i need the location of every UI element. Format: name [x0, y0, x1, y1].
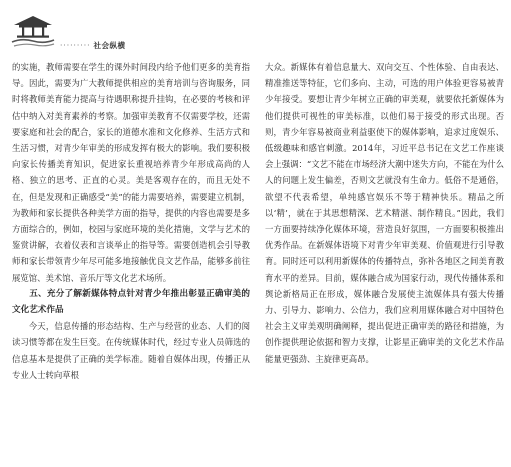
section-label	[60, 40, 125, 51]
right-column	[265, 59, 504, 367]
page-header	[0, 0, 511, 56]
pavilion-logo-icon	[10, 14, 56, 48]
section-heading: 五、充分了解新媒体特点针对青少年推出彰显正确审美的文化艺术作品	[12, 288, 250, 316]
left-column	[12, 59, 250, 383]
section-title: 社会纵横	[93, 41, 126, 50]
left-paragraph-1: 的实施，教师需要在学生的课外时间段内给予他们更多的美育指导。因此，需要为广大教师提供相应的美育培训与咨询服务，同时将教师美育能力提高与待遇职称提升挂钩，在必要的考核和评估中纳入对美育素养的考察。加强审美教育不仅需要学校，还需要家庭和社会的配合，家长的道德水准和文化修养、生活方式和生活习惯，对青少年审美的形成发挥有极大的影响。我们要积极向家长传播美育知识，促进家长重视培养青少年形成高尚的人格、独立的思考、正直的心灵。美是客观存在的，而且无处不在，但是发现和正确感受“美”的能力需要培养，需要建立机制，为教师和家长提供各种美学方面的指导，提供的内容也需要是多方面综合的，例如，校园与家庭环境的美化措施，文学与艺术的鉴赏讲解，衣着仪表和言谈举止的指导等。需要创造机会引导教师和家长带领青少年尽可能多地接触优良文艺作品，能够多前往展览馆、美术馆、音乐厅等文化艺术场所。	[12, 62, 250, 283]
dotted-leader: ·········	[60, 41, 91, 50]
right-paragraph-1: 大众。新媒体有着信息量大、双向交互、个性体验、自由表达、精准推送等特征，它们多向、主动，可选的用户体验更容易被青少年接受。要想让青少年树立正确的审美观，就要依托新媒体为他们提供可视性的审美标准，以他们易于接受的形式出现。否则，青少年容易被商业利益驱使下的媒体影响，追求过度娱乐、低级趣味和感官刺激。2014年，习近平总书记在文艺工作座谈会上强调：“文艺不能在市场经济大潮中迷失方向，不能在为什么人的问题上发生偏差，否则文艺就没有生命力。低俗不是通俗，欲望不代表希望，单纯感官娱乐不等于精神快乐。精品之所以‘精’，就在于其思想精深、艺术精湛、制作精良。”因此，我们一方面要持续净化媒体环境，营造良好氛围，一方面要积极推出优秀作品。在新媒体语境下对青少年审美观、价值观进行引导教育。同时还可以利用新媒体的传播特点，弥补各地区之间美育教育水平的差异。目前，媒体融合成为国家行动，现代传播体系和舆论新格局正在形成，媒体融合发展使主流媒体具有强大传播力、引导力、影响力、公信力，我们应利用媒体融合对中国特色社会主义审美观明确阐释，提出促进正确审美的路径和措施，为创作提供理论依据和智力支撑，让影星正确审美的文化艺术作品能量更强劲、主旋律更高昂。	[265, 62, 504, 364]
left-paragraph-2: 今天，信息传播的形态结构、生产与经营的业态、人们的阅读习惯等都在发生巨变。在传统媒体时代，经过专业人员筛选的信息基本是提供了正确的美学标准。随着自媒体出现，传播正从专业人士转向草根	[12, 321, 250, 380]
